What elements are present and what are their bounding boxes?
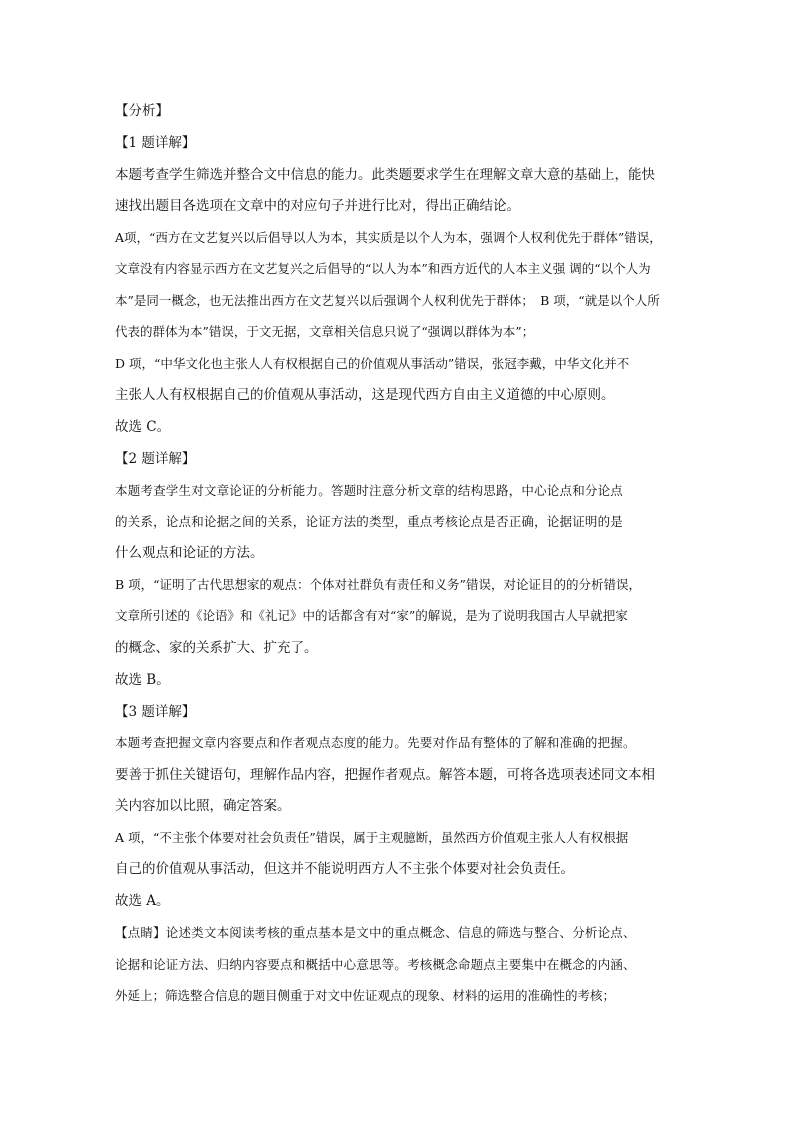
- text-line: 的关系，论点和论据之间的关系，论证方法的类型，重点考核论点是否正确，论据证明的是: [115, 514, 624, 529]
- text-line: 什么观点和论证的方法。: [115, 545, 264, 561]
- text-line: 关内容加以比照，确定答案。: [115, 798, 291, 814]
- text-line: D 项，“中华文化也主张人人有权根据自己的价值观从事活动”错误，张冠李戴，中华文化并不: [115, 356, 630, 371]
- text-line: A项，“西方在文艺复兴以后倡导以人为本，其实质是以个人为本，强调个人权利优先于群体”错误，: [115, 230, 662, 245]
- text-line: 要善于抓住关键语句，理解作品内容，把握作者观点。解答本题，可将各选项表述同文本相: [115, 767, 655, 783]
- section-heading-analysis: 【分析】: [115, 103, 169, 119]
- note-line: 【点睛】论述类文本阅读考核的重点基本是文中的重点概念、信息的筛选与整合、分析论点、: [115, 925, 636, 940]
- text-line: A 项，“不主张个体要对社会负责任”错误，属于主观臆断，虽然西方价值观主张人人有权根据: [115, 830, 629, 845]
- subheading-q3: 【3 题详解】: [115, 704, 196, 720]
- text-line: 速找出题目各选项在文章中的对应句子并进行比对，得出正确结论。: [115, 198, 520, 214]
- text-line: 本题考查学生对文章论证的分析能力。答题时注意分析文章的结构思路，中心论点和分论点: [115, 483, 624, 498]
- text-line: 文章所引述的《论语》和《礼记》中的话都含有对“家”的解说，是为了说明我国古人早就把家: [115, 608, 628, 623]
- text-line: 代表的群体为本”错误，于文无据，文章相关信息只说了“强调以群体为本”；: [115, 324, 535, 339]
- subheading-q1: 【1 题详解】: [115, 135, 196, 151]
- answer-line: 故选 C。: [115, 419, 171, 435]
- text-line: 本”是同一概念，也无法推出西方在文艺复兴以后强调个人权利优先于群体； B 项，“就是以个人所: [115, 293, 660, 308]
- text-line: 文章没有内容显示西方在文艺复兴之后倡导的“以人为本”和西方近代的人本主义强 调的“以个人为: [115, 261, 651, 276]
- text-line: 主张人人有权根据自己的价值观从事活动，这是现代西方自由主义道德的中心原则。: [115, 387, 615, 403]
- text-line: 本题考查把握文章内容要点和作者观点态度的能力。先要对作品有整体的了解和准确的把握。: [115, 735, 636, 750]
- text-line: 本题考查学生筛选并整合文中信息的能力。此类题要求学生在理解文章大意的基础上，能快: [115, 167, 655, 183]
- text-line: B 项，“证明了古代思想家的观点：个体对社群负有责任和义务”错误，对论证目的的分析错误，: [115, 577, 641, 592]
- text-line: 自己的价值观从事活动，但这并不能说明西方人不主张个体要对社会负责任。: [115, 861, 574, 877]
- answer-line: 故选 B。: [115, 672, 170, 688]
- answer-line: 故选 A。: [115, 893, 170, 909]
- subheading-q2: 【2 题详解】: [115, 451, 196, 467]
- text-line: 的概念、家的关系扩大、扩充了。: [115, 640, 318, 656]
- note-line: 论据和论证方法、归纳内容要点和概括中心意思等。考核概念命题点主要集中在概念的内涵、: [115, 957, 636, 972]
- note-line: 外延上；筛选整合信息的题目侧重于对文中佐证观点的现象、材料的运用的准确性的考核；: [115, 988, 616, 1003]
